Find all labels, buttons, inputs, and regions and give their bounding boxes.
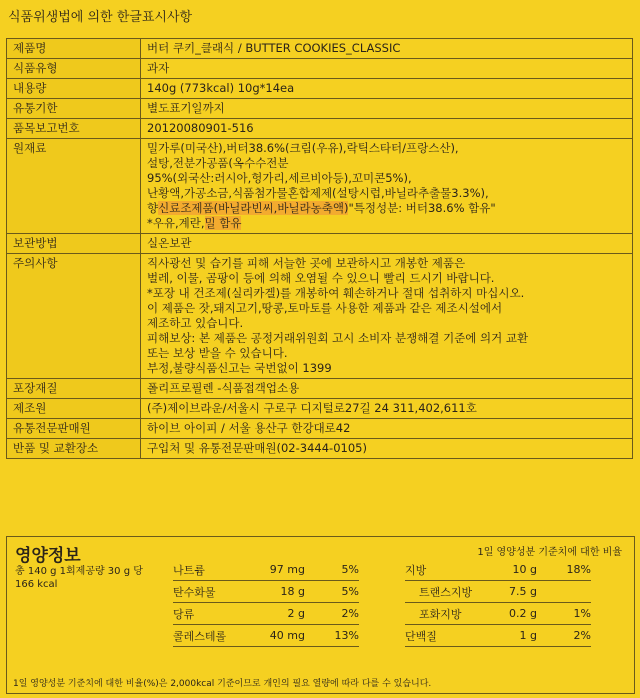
row-label: 제품명: [7, 39, 141, 59]
row-label: 반품 및 교환장소: [7, 439, 141, 459]
row-label: 유통기한: [7, 99, 141, 119]
row-value: 과자: [141, 59, 633, 79]
nutrient-percent: 2%: [573, 629, 591, 642]
nutrition-serving: [15, 565, 143, 591]
info-row: [7, 399, 633, 419]
caution-line: *포장 내 건조제(실리카겔)를 개봉하여 훼손하거나 절대 섭취하지 마십시오.: [147, 286, 525, 300]
ingredient-line: 난황액,가공소금,식품첨가물혼합제제(설탕시럽,바닐라추출물3.3%),: [147, 186, 489, 200]
row-label: 포장재질: [7, 379, 141, 399]
info-row: [7, 119, 633, 139]
info-row: [7, 59, 633, 79]
nutrient-list-right: [405, 559, 591, 647]
nutrient-name: 단백질: [405, 629, 437, 643]
nutrient-name: 탄수화물: [173, 585, 216, 599]
row-value: 하이브 아이피 / 서울 용산구 한강대로42: [141, 419, 633, 439]
info-row: [7, 439, 633, 459]
ingredients-value: [141, 139, 633, 234]
page-title: 식품위생법에 의한 한글표시사항: [8, 10, 193, 25]
row-label: 내용량: [7, 79, 141, 99]
nutrient-list-left: [173, 559, 359, 647]
nutrient-amount: 1 g: [519, 629, 537, 642]
nutrient-row: [173, 581, 359, 603]
nutrient-amount: 7.5 g: [509, 585, 537, 598]
row-label: 유통전문판매원: [7, 419, 141, 439]
row-label: 제조원: [7, 399, 141, 419]
nutrition-heading: 영양정보: [15, 546, 81, 566]
nutrient-name: 지방: [405, 563, 427, 577]
caution-value: [141, 254, 633, 379]
row-label: 식품유형: [7, 59, 141, 79]
nutrient-percent: 13%: [334, 629, 359, 642]
row-value: 버터 쿠키_클래식 / BUTTER COOKIES_CLASSIC: [141, 39, 633, 59]
nutrient-row: [405, 559, 591, 581]
nutrient-name: 당류: [173, 607, 195, 621]
caution-line: 또는 보상 받을 수 있습니다.: [147, 346, 288, 360]
ingredient-line: 밀가루(미국산),버터38.6%(크림(우유),락틱스타터/프랑스산),: [147, 141, 459, 155]
nutrition-footnote: 1일 영양성분 기준치에 대한 비율(%)은 2,000kcal 기준이므로 개인의 필요 열량에 따라 다를 수 있습니다.: [13, 679, 432, 689]
nutrient-percent: 5%: [341, 585, 359, 598]
daily-value-note: 1일 영양성분 기준치에 대한 비율: [477, 547, 622, 558]
nutrient-row: [405, 581, 591, 603]
nutrient-percent: 5%: [341, 563, 359, 576]
ingredient-line: 설탕,전분가공품(옥수수전분: [147, 156, 289, 170]
highlighted-text: 밀 함유: [204, 216, 242, 230]
info-row: [7, 419, 633, 439]
nutrient-percent: 18%: [566, 563, 591, 576]
caution-line: 부정,불량식품신고는 국번없이 1399: [147, 361, 332, 375]
caution-line: 벌레, 이물, 곰팡이 등에 의해 오염될 수 있으니 빨리 드시기 바랍니다.: [147, 271, 495, 285]
ingredient-line: 95%(외국산:러시아,헝가리,세르비아등),꼬미콘5%),: [147, 171, 412, 185]
nutrient-name: 포화지방: [419, 607, 462, 621]
highlighted-text: 신료조제품(바닐라빈씨,바닐라농축액): [158, 201, 349, 215]
nutrient-amount: 10 g: [512, 563, 537, 576]
nutrient-amount: 18 g: [280, 585, 305, 598]
allergy-line: [147, 216, 626, 231]
info-row: [7, 99, 633, 119]
caution-line: 이 제품은 잣,돼지고기,땅콩,토마토를 사용한 제품과 같은 제조시설에서: [147, 301, 503, 315]
caution-row: [7, 254, 633, 379]
row-value: 140g (773kcal) 10g*14ea: [141, 79, 633, 99]
nutrient-percent: 2%: [341, 607, 359, 620]
info-row: [7, 234, 633, 254]
nutrient-percent: 1%: [573, 607, 591, 620]
nutrient-amount: 40 mg: [269, 629, 305, 642]
nutrient-amount: 97 mg: [269, 563, 305, 576]
nutrient-amount: 2 g: [287, 607, 305, 620]
row-label: 보관방법: [7, 234, 141, 254]
row-value: 폴리프로필렌 -식품접객업소용: [141, 379, 633, 399]
row-label: 원재료: [7, 139, 141, 234]
serving-size: 총 140 g 1회제공량 30 g 당: [15, 566, 143, 577]
nutrient-name: 콜레스테롤: [173, 629, 227, 643]
ingredient-text: 향: [147, 201, 159, 215]
calories: 166 kcal: [15, 579, 58, 590]
row-value: 20120080901-516: [141, 119, 633, 139]
info-row: [7, 379, 633, 399]
nutrient-row: [405, 603, 591, 625]
nutrient-row: [173, 625, 359, 647]
nutrient-row: [173, 559, 359, 581]
row-value: 구입처 및 유통전문판매원(02-3444-0105): [141, 439, 633, 459]
row-label: 품목보고번호: [7, 119, 141, 139]
label-table: [6, 38, 633, 459]
row-value: (주)제이브라운/서울시 구로구 디지털로27길 24 311,402,611호: [141, 399, 633, 419]
nutrition-panel: [6, 536, 635, 694]
info-row: [7, 79, 633, 99]
allergy-text: *우유,계란,: [147, 216, 205, 230]
ingredient-line: [147, 201, 626, 216]
ingredients-row: [7, 139, 633, 234]
nutrient-row: [173, 603, 359, 625]
nutrient-name: 나트륨: [173, 563, 205, 577]
ingredient-text: "특정성분: 버터38.6% 함유": [348, 201, 496, 215]
caution-line: 제조하고 있습니다.: [147, 316, 244, 330]
nutrient-name: 트랜스지방: [419, 585, 473, 599]
row-value: 별도표기일까지: [141, 99, 633, 119]
caution-line: 피해보상: 본 제품은 공정거래위원회 고시 소비자 분쟁해결 기준에 의거 교환: [147, 331, 529, 345]
nutrient-amount: 0.2 g: [509, 607, 537, 620]
row-label: 주의사항: [7, 254, 141, 379]
nutrient-row: [405, 625, 591, 647]
info-row: [7, 39, 633, 59]
caution-line: 직사광선 및 습기를 피해 서늘한 곳에 보관하시고 개봉한 제품은: [147, 256, 466, 270]
row-value: 실온보관: [141, 234, 633, 254]
